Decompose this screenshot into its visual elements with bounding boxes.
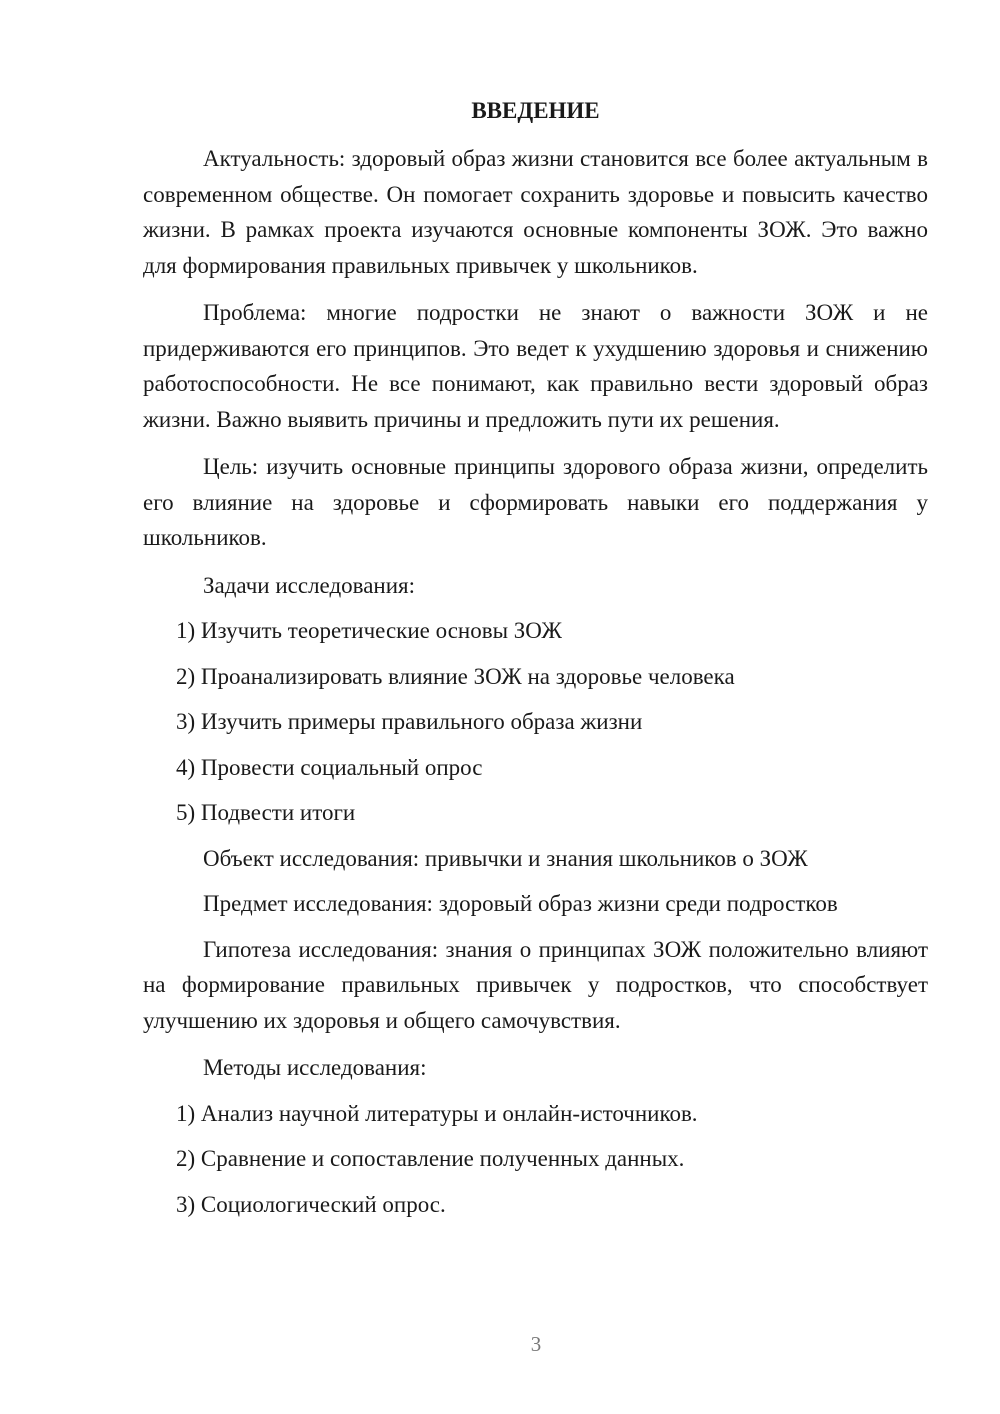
tasks-list xyxy=(143,613,928,831)
hypothesis-paragraph: Гипотеза исследования: знания о принципах ЗОЖ положительно влияют на формирование правильных привычек у подростков, что способствует улучшению их здоровья и общего самочувствия. xyxy=(143,936,928,1033)
object-line: Объект исследования: привычки и знания школьников о ЗОЖ xyxy=(203,845,808,871)
methods-list xyxy=(143,1096,928,1223)
goal-paragraph: Цель: изучить основные принципы здорового образа жизни, определить его влияние на здоровье и сформировать навыки его поддержания у школьников. xyxy=(143,454,928,550)
list-item: 5) Подвести итоги xyxy=(176,800,356,825)
list-item: 3) Социологический опрос. xyxy=(176,1191,446,1217)
relevance-paragraph: Актуальность: здоровый образ жизни становится все более актуальным в современном обществе. Он помогает сохранить здоровье и повысить качество жизни. В рамках проекта изучаются основные компоненты ЗОЖ. Это важно для формирования правильных привычек у школьников. xyxy=(143,146,928,278)
document-page xyxy=(143,95,928,1232)
subject-line: Предмет исследования: здоровый образ жизни среди подростков xyxy=(203,891,838,916)
list-item: 2) Проанализировать влияние ЗОЖ на здоровье человека xyxy=(176,663,735,689)
list-item: 1) Анализ научной литературы и онлайн-источников. xyxy=(176,1100,698,1126)
list-item: 1) Изучить теоретические основы ЗОЖ xyxy=(176,618,562,643)
page-number: 3 xyxy=(530,1332,542,1356)
tasks-heading: Задачи исследования: xyxy=(203,572,416,598)
list-item: 3) Изучить примеры правильного образа жизни xyxy=(176,709,643,734)
list-item: 4) Провести социальный опрос xyxy=(176,754,483,780)
list-item: 2) Сравнение и сопоставление полученных данных. xyxy=(176,1146,685,1171)
methods-heading: Методы исследования: xyxy=(203,1055,427,1080)
section-title: ВВЕДЕНИЕ xyxy=(471,98,600,123)
problem-paragraph: Проблема: многие подростки не знают о важности ЗОЖ и не придерживаются его принципов. Это ведет к ухудшению здоровья и снижению работоспособности. Не все понимают, как правильно вести здоровый образ жизни. Важно выявить причины и предложить пути их решения. xyxy=(143,300,928,432)
